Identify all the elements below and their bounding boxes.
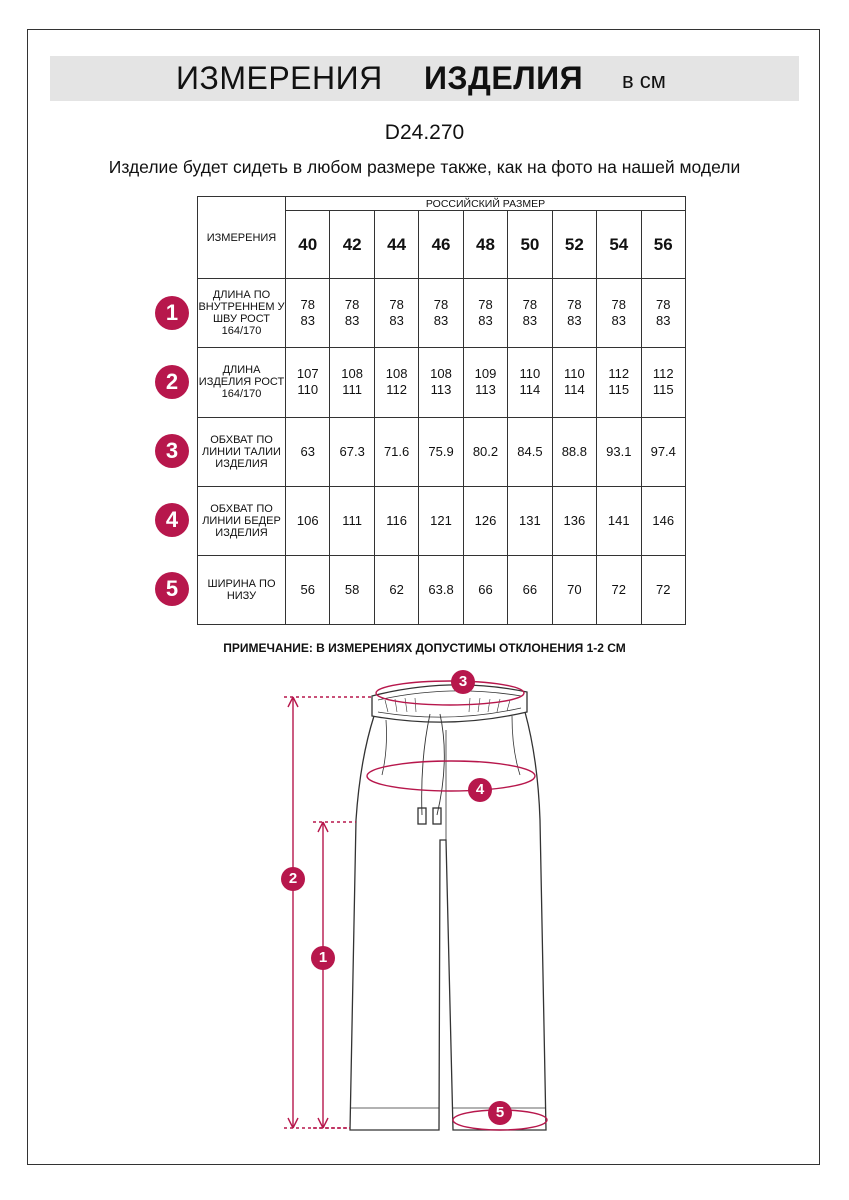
value-cell: 126 [463, 486, 507, 555]
size-cell: 54 [597, 211, 641, 279]
title-part1: ИЗМЕРЕНИЯ [176, 60, 383, 96]
value-cell: 116 [374, 486, 418, 555]
table-row [198, 348, 686, 417]
value-cell: 78 83 [463, 279, 507, 348]
value-cell: 121 [419, 486, 463, 555]
value-cell: 71.6 [374, 417, 418, 486]
value-cell: 78 83 [508, 279, 552, 348]
inseam-marker: 1 [311, 946, 335, 970]
size-cell: 40 [286, 211, 330, 279]
value-cell: 131 [508, 486, 552, 555]
value-cell: 108 111 [330, 348, 374, 417]
size-cell: 50 [508, 211, 552, 279]
table-row [198, 555, 686, 624]
value-cell: 56 [286, 555, 330, 624]
title-unit: в см [622, 68, 666, 93]
value-cell: 108 112 [374, 348, 418, 417]
length-marker: 2 [281, 867, 305, 891]
row-label: ДЛИНА ИЗДЕЛИЯ РОСТ 164/170 [198, 348, 286, 417]
hem-marker: 5 [488, 1101, 512, 1125]
value-cell: 112 115 [641, 348, 686, 417]
size-cell: 52 [552, 211, 596, 279]
value-cell: 66 [463, 555, 507, 624]
value-cell: 78 83 [641, 279, 686, 348]
article-number: D24.270 [384, 121, 465, 144]
row-label: ОБХВАТ ПО ЛИНИИ БЕДЕР ИЗДЕЛИЯ [198, 486, 286, 555]
size-cell: 56 [641, 211, 686, 279]
value-cell: 62 [374, 555, 418, 624]
value-cell: 78 83 [374, 279, 418, 348]
value-cell: 111 [330, 486, 374, 555]
value-cell: 146 [641, 486, 686, 555]
table-row [198, 486, 686, 555]
value-cell: 78 83 [286, 279, 330, 348]
value-cell: 75.9 [419, 417, 463, 486]
value-cell: 66 [508, 555, 552, 624]
size-cell: 48 [463, 211, 507, 279]
trousers-outline [350, 685, 546, 1130]
title-part2: ИЗДЕЛИЯ [424, 60, 584, 96]
value-cell: 108 113 [419, 348, 463, 417]
hip-measure-line [367, 761, 535, 791]
value-cell: 78 83 [597, 279, 641, 348]
trousers-drawing [0, 660, 849, 1160]
row-number-badge: 2 [155, 365, 189, 399]
value-cell: 67.3 [330, 417, 374, 486]
value-cell: 112 115 [597, 348, 641, 417]
table-row [198, 279, 686, 348]
value-cell: 63.8 [419, 555, 463, 624]
sizes-header: РОССИЙСКИЙ РАЗМЕР [286, 197, 686, 211]
measurement-lines [284, 681, 547, 1130]
value-cell: 141 [597, 486, 641, 555]
waist-marker: 3 [451, 670, 475, 694]
value-cell: 93.1 [597, 417, 641, 486]
value-cell: 97.4 [641, 417, 686, 486]
value-cell: 110 114 [552, 348, 596, 417]
value-cell: 72 [641, 555, 686, 624]
value-cell: 84.5 [508, 417, 552, 486]
measurements-header: ИЗМЕРЕНИЯ [198, 197, 286, 279]
value-cell: 78 83 [419, 279, 463, 348]
row-number-badge: 5 [155, 572, 189, 606]
tolerance-note: ПРИМЕЧАНИЕ: В ИЗМЕРЕНИЯХ ДОПУСТИМЫ ОТКЛОНЕНИЯ 1-2 СМ [223, 641, 626, 655]
value-cell: 110 114 [508, 348, 552, 417]
value-cell: 109 113 [463, 348, 507, 417]
row-label: ОБХВАТ ПО ЛИНИИ ТАЛИИ ИЗДЕЛИЯ [198, 417, 286, 486]
value-cell: 70 [552, 555, 596, 624]
size-cell: 46 [419, 211, 463, 279]
row-number-badge: 1 [155, 296, 189, 330]
value-cell: 106 [286, 486, 330, 555]
row-number-badge: 4 [155, 503, 189, 537]
value-cell: 107 110 [286, 348, 330, 417]
row-number-badge: 3 [155, 434, 189, 468]
table-row [198, 417, 686, 486]
fit-note: Изделие будет сидеть в любом размере также, как на фото на нашей модели [108, 157, 741, 177]
value-cell: 136 [552, 486, 596, 555]
size-table [197, 196, 686, 625]
value-cell: 88.8 [552, 417, 596, 486]
hip-marker: 4 [468, 778, 492, 802]
value-cell: 63 [286, 417, 330, 486]
value-cell: 80.2 [463, 417, 507, 486]
row-label: ДЛИНА ПО ВНУТРЕННЕМ У ШВУ РОСТ 164/170 [198, 279, 286, 348]
value-cell: 78 83 [330, 279, 374, 348]
value-cell: 72 [597, 555, 641, 624]
value-cell: 58 [330, 555, 374, 624]
size-cell: 42 [330, 211, 374, 279]
size-cell: 44 [374, 211, 418, 279]
value-cell: 78 83 [552, 279, 596, 348]
row-label: ШИРИНА ПО НИЗУ [198, 555, 286, 624]
